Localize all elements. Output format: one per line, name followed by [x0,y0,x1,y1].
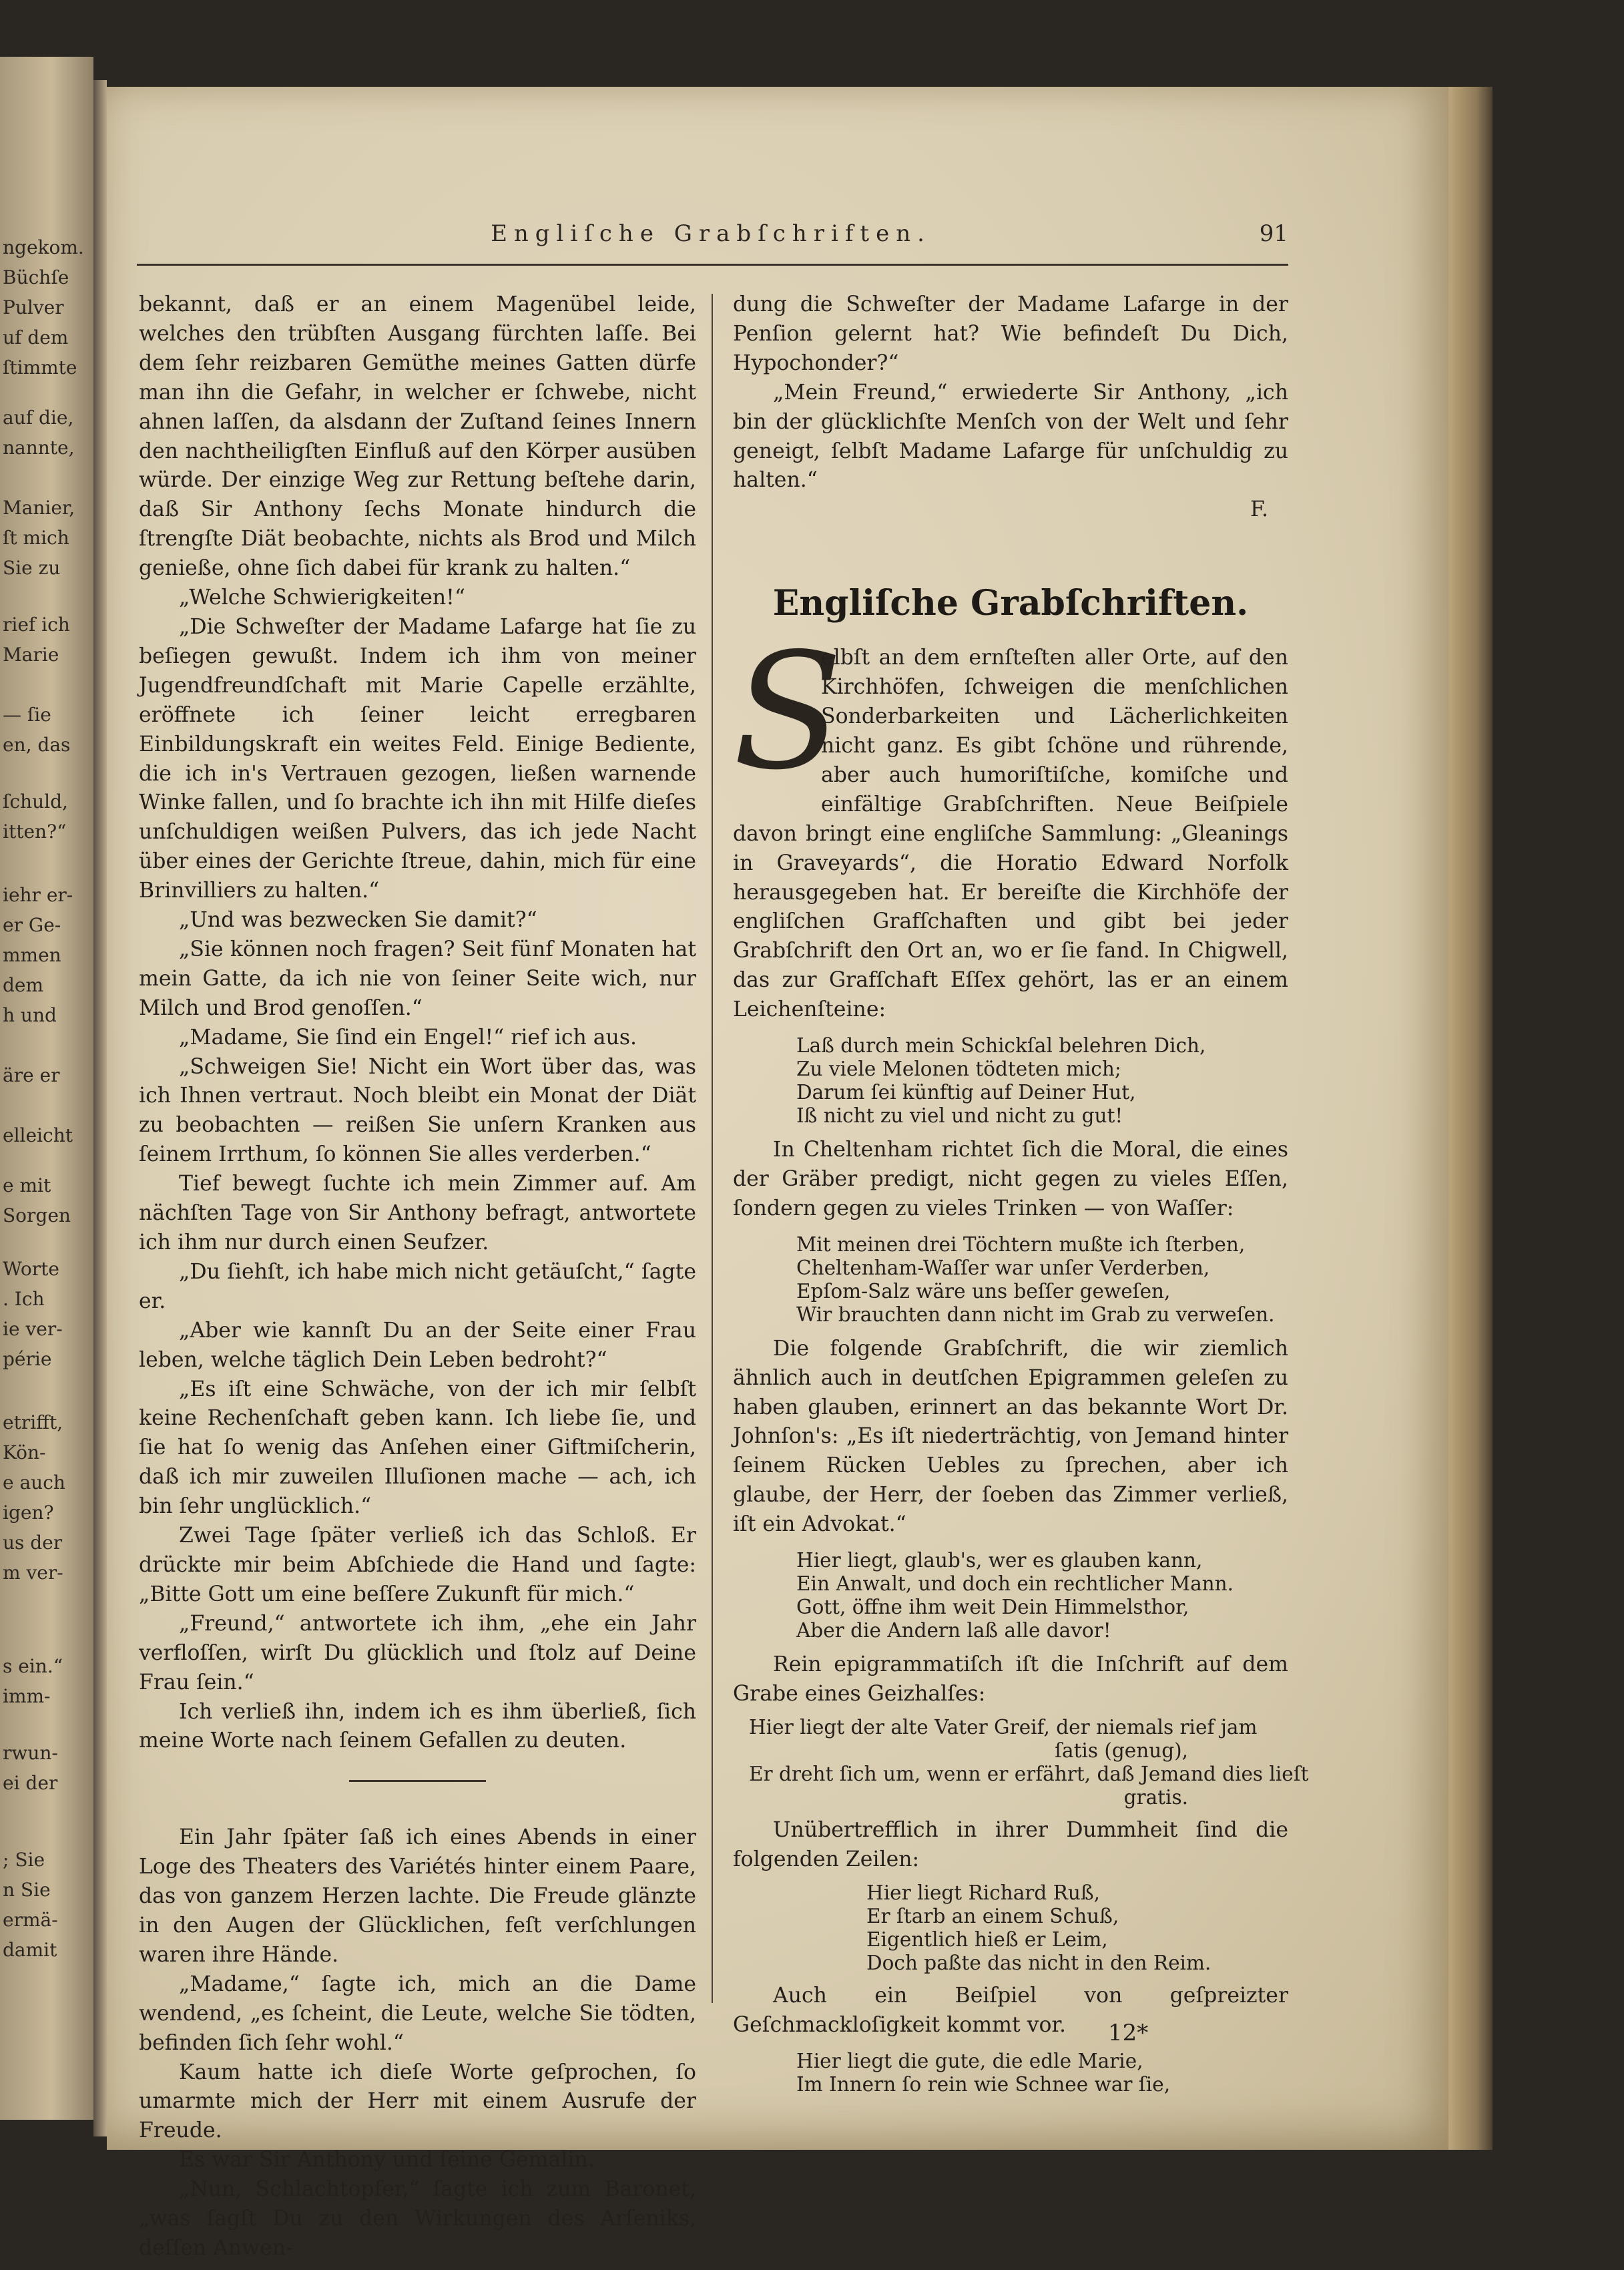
verse-line-continuation: gratis. [1123,1785,1188,1809]
facing-page-text-fragment: rwun- [3,1742,58,1764]
column-divider [712,294,713,2003]
facing-page-text-fragment: s ein.“ [3,1655,63,1677]
facing-page-text-fragment: n Sie [3,1879,51,1901]
paragraph: Auch ein Beiſpiel von geſpreizter Geſchmackloſigkeit kommt vor. [733,1983,1288,2037]
running-head [133,220,1288,260]
facing-page-text-fragment: nannte, [3,437,75,459]
facing-page-text-fragment: damit [3,1939,57,1961]
epitaph-verse [796,1549,1288,1642]
facing-page-text-fragment: äre er [3,1064,60,1086]
verse-line: Cheltenham-Waſſer war unſer Verderben, [796,1256,1210,1279]
paragraph: Tief bewegt ſuchte ich mein Zimmer auf. Am nächſten Tage von Sir Anthony befragt, antwortete ich ihm nur durch einen Seufzer. [139,1172,696,1255]
facing-page-text-fragment: ngekom. [3,236,84,258]
paragraph: „Madame,“ ſagte ich, mich an die Dame wendend, „es ſcheint, die Leute, welche Sie tödten, befinden ſich ſehr wohl.“ [139,1972,696,2055]
facing-page-text-fragment: Marie [3,644,59,666]
facing-page-text-fragment: ie ver- [3,1318,63,1340]
facing-page-text-fragment: Pulver [3,296,64,318]
facing-page-text-fragment: Sorgen [3,1204,71,1226]
page-edges [1452,87,1493,2150]
facing-page-text-fragment: igen? [3,1502,54,1524]
paragraph: Kaum hatte ich dieſe Worte geſprochen, ſo umarmte mich der Herr mit einem Ausrufe der Freude. [139,2060,696,2143]
verse-line: Iß nicht zu viel und nicht zu gut! [796,1104,1123,1128]
paragraph: „Sie können noch fragen? Seit fünf Monaten hat mein Gatte, da ich nie von ſeiner Seite wich, nur Milch und Brod genoſſen.“ [139,937,696,1020]
running-head-title: Engliſche Grabſchriften. [491,220,931,247]
verse-line-continuation: ſatis (genug), [1055,1739,1188,1762]
paragraph: „Freund,“ antwortete ich ihm, „ehe ein Jahr verfloſſen, wirſt Du glücklich und ſtolz auf Deine Frau ſein.“ [139,1611,696,1694]
paragraph: Zwei Tage ſpäter verließ ich das Schloß. Er drückte mir beim Abſchiede die Hand und ſagte: „Bitte Gott um eine beſſere Zukunft für mich.“ [139,1524,696,1606]
facing-page-text-fragment: rief ich [3,614,70,636]
verse-line: Hier liegt, glaub's, wer es glauben kann, [796,1549,1203,1572]
facing-page-text-fragment: us der [3,1532,63,1554]
facing-page-text-fragment: uf dem [3,326,69,349]
right-column [733,290,1309,2104]
paragraph: Unübertrefflich in ihrer Dummheit ſind die folgenden Zeilen: [733,1817,1288,1871]
facing-page-text-fragment: — ſie [3,704,51,726]
facing-page-text-fragment: m ver- [3,1562,63,1584]
verse-line: Er dreht ſich um, wenn er erfährt, daß Jemand dies lieſt [749,1762,1309,1785]
facing-page-text-fragment: dem [3,974,44,996]
paragraph: bekannt, daß er an einem Magenübel leide, welches den trübſten Ausgang fürchten laſſe. Bei dem ſehr reizbaren Gemüthe meines Gatten dürfe man ihn die Gefahr, in welcher er ſchwebe, nicht ahnen laſſen, da alsdann der Zuſtand ſeines Innern den nachtheiligſten Einfluß auf den Körper ausüben würde. Der einzige Weg zur Rettung beſtehe darin, daß Sir Anthony ſechs Monate hindurch die ſtrengſte Diät beobachte, nichts als Brod und Milch genieße, ohne ſich dabei für krank zu halten.“ [139,292,696,581]
section-separator [349,1780,486,1782]
paragraph: dung die Schweſter der Madame Lafarge in der Penſion gelernt hat? Wie befindeſt Du Dich, Hypochonder?“ [733,292,1288,375]
verse-line: Aber die Andern laß alle davor! [796,1619,1111,1642]
paragraph: In Cheltenham richtet ſich die Moral, die eines der Gräber predigt, nicht gegen zu vieles Eſſen, ſondern gegen zu vieles Trinken — von Waſſer: [733,1138,1288,1220]
author-signature: F. [1250,497,1268,522]
facing-page-text-fragment: périe [3,1348,52,1370]
facing-page-text-fragment: ei der [3,1772,58,1794]
verse-line: Mit meinen drei Töchtern mußte ich ſterben, [796,1232,1246,1256]
paragraph: „Die Schweſter der Madame Lafarge hat ſie zu beſiegen gewußt. Indem ich ihm von meiner Jugendfreundſchaft mit Marie Capelle erzählte, eröffnete ich ſeiner leicht erregbaren Einbildungskraft ein weites Feld. Einige Bediente, die ich in's Vertrauen gezogen, ließen warnende Winke fallen, und ſo brachte ich ihn mit Hilfe dieſes unſchuldigen weißen Pulvers, das ich jede Nacht über eines der Gerichte ſtreue, dahin, mich für eine Brinvilliers zu halten.“ [139,614,696,903]
paragraph: Die folgende Grabſchrift, die wir ziemlich ähnlich auch in deutſchen Epigrammen geleſen zu haben glauben, erinnert an das bekannte Wort Dr. Johnſon's: „Es iſt niederträchtig, von Jemand hinter ſeinem Rücken Uebles zu ſprechen, aber ich glaube, der Herr, der ſoeben das Zimmer verließ, iſt ein Advokat.“ [733,1336,1288,1537]
paragraph: Rein epigrammatiſch iſt die Inſchrift auf dem Grabe eines Geizhalſes: [733,1652,1288,1706]
facing-page-text-fragment: . Ich [3,1288,45,1310]
verse-line: Laß durch mein Schickſal belehren Dich, [796,1034,1206,1058]
verse-line: Wir brauchten dann nicht im Grab zu verweſen. [796,1303,1275,1326]
left-column [139,290,696,2263]
epitaph-verse [796,1233,1288,1327]
epitaph-verse [866,1881,1288,1975]
book-gutter [93,80,107,2136]
verse-line: Eigentlich hieß er Leim, [866,1927,1108,1951]
verse-line: Hier liegt der alte Vater Greif, der niemals rief jam [749,1715,1258,1739]
paragraph: „Und was bezwecken Sie damit?“ [179,908,537,933]
facing-page-text-fragment: Worte [3,1258,59,1280]
verse-line: Gott, öffne ihm weit Dein Himmelsthor, [796,1596,1189,1619]
verse-line: Epſom-Salz wäre uns beſſer geweſen, [796,1279,1171,1303]
verse-line: Zu viele Melonen tödteten mich; [796,1058,1121,1081]
paragraph: „Madame, Sie ſind ein Engel!“ rief ich aus. [179,1025,637,1050]
facing-page-text-fragment: mmen [3,944,61,966]
paragraph: „Mein Freund,“ erwiederte Sir Anthony, „ich bin der glücklichſte Menſch von der Welt und ſehr geneigt, ſelbſt Madame Lafarge für unſchuldig zu halten.“ [733,380,1288,493]
facing-page-text-fragment: e auch [3,1471,65,1494]
facing-page-text-fragment: elleicht [3,1124,73,1146]
epitaph-verse [749,1715,1309,1809]
facing-page-text-fragment: ſtimmte [3,357,77,379]
facing-page-text-fragment: e mit [3,1174,51,1196]
verse-line: Darum ſei künftig auf Deiner Hut, [796,1081,1136,1104]
paragraph: Es war Sir Anthony und ſeine Gemalin. [179,2148,595,2173]
facing-page-text-fragment: imm- [3,1685,51,1707]
paragraph: Ich verließ ihn, indem ich es ihm überließ, ſich meine Worte nach ſeinem Gefallen zu deuten. [139,1699,696,1753]
verse-line: Ein Anwalt, und doch ein rechtlicher Mann. [796,1572,1234,1596]
facing-page-text-fragment: en, das [3,734,71,756]
paragraph: „Du ſiehſt, ich habe mich nicht getäuſcht,“ ſagte er. [139,1259,696,1313]
facing-page-text-fragment: er Ge- [3,914,61,936]
header-rule [137,264,1288,266]
epitaph-verse [796,1034,1288,1128]
intro-text: elbſt an dem ernſteſten aller Orte, auf den Kirchhöfen, ſchweigen die menſchlichen Sonderbarkeiten und Lächerlichkeiten nicht ganz. Es gibt ſchöne und rührende, aber auch humoriſtiſche, komiſche und einfältige Grabſchriften. Neue Beiſpiele davon bringt eine engliſche Sammlung: „Gleanings in Graveyards“, die Horatio Edward Norfolk herausgegeben hat. Er bereiſte die Kirchhöfe der engliſchen Grafſchaften und gibt bei jeder Grabſchrift den Ort an, wo er ſie fand. In Chigwell, das zur Grafſchaft Eſſex gehört, las er an einem Leichenſteine: [733,646,1288,1022]
facing-page-text-fragment: ; Sie [3,1849,45,1871]
facing-page-text-fragment: h und [3,1004,57,1026]
facing-page-text-fragment: iehr er- [3,884,73,906]
paragraph: „Es iſt eine Schwäche, von der ich mir ſelbſt keine Rechenſchaft geben kann. Ich liebe ſie, und ſie hat ſo wenig das Anſehen einer Giftmiſcherin, daß ich mir zuweilen Illuſionen mache — ach, ich bin ſehr unglücklich.“ [139,1377,696,1519]
facing-page-text-fragment: Kön- [3,1441,46,1463]
facing-page-text-fragment: Sie zu [3,557,61,579]
intro-paragraph [733,618,1288,1025]
printer-signature-mark: 12* [1108,2020,1149,2046]
facing-page-text-fragment: Manier, [3,497,75,519]
article-title: Engliſche Grabſchriften. [772,583,1249,624]
verse-line: Hier liegt die gute, die edle Marie, [796,2049,1143,2072]
drop-cap: S [733,618,843,806]
page-number: 91 [1259,220,1288,247]
verse-line: Hier liegt Richard Ruß, [866,1881,1100,1904]
epitaph-verse [796,2050,1288,2096]
facing-page-text-fragment: ermä- [3,1909,58,1931]
paragraph: „Nun, Schlachtopfer,“ ſagte ich zum Baronet, „was ſagſt Du zu den Wirkungen des Arſeniks, deſſen Anwen- [139,2177,696,2260]
paragraph: „Schweigen Sie! Nicht ein Wort über das, was ich Ihnen vertraut. Noch bleibt ein Monat der Diät zu beobachten — reißen Sie unſern Kranken aus ſeinem Irrthum, ſo können Sie alles verderben.“ [139,1054,696,1167]
facing-page-text-fragment: etrifft, [3,1411,63,1433]
facing-page-text-fragment: ſt mich [3,527,69,549]
facing-page-text-fragment: itten?“ [3,821,67,843]
paragraph: „Welche Schwierigkeiten!“ [179,586,465,610]
verse-line: Doch paßte das nicht in den Reim. [866,1951,1211,1974]
verse-line: Er ſtarb an einem Schuß, [866,1904,1119,1927]
facing-page-text-fragment: Büchſe [3,266,69,288]
verse-line: Im Innern ſo rein wie Schnee war ſie, [796,2072,1171,2096]
previous-page-edge [0,57,93,2120]
paragraph: „Aber wie kannſt Du an der Seite einer Frau leben, welche täglich Dein Leben bedroht?“ [139,1318,696,1372]
facing-page-text-fragment: auf die, [3,407,74,429]
paragraph: Ein Jahr ſpäter ſaß ich eines Abends in einer Loge des Theaters des Variétés hinter einem Paare, das von ganzem Herzen lachte. Die Freude glänzte in den Augen der Glücklichen, feſt verſchlungen waren ihre Hände. [139,1825,696,1967]
facing-page-text-fragment: ſchuld, [3,790,68,813]
